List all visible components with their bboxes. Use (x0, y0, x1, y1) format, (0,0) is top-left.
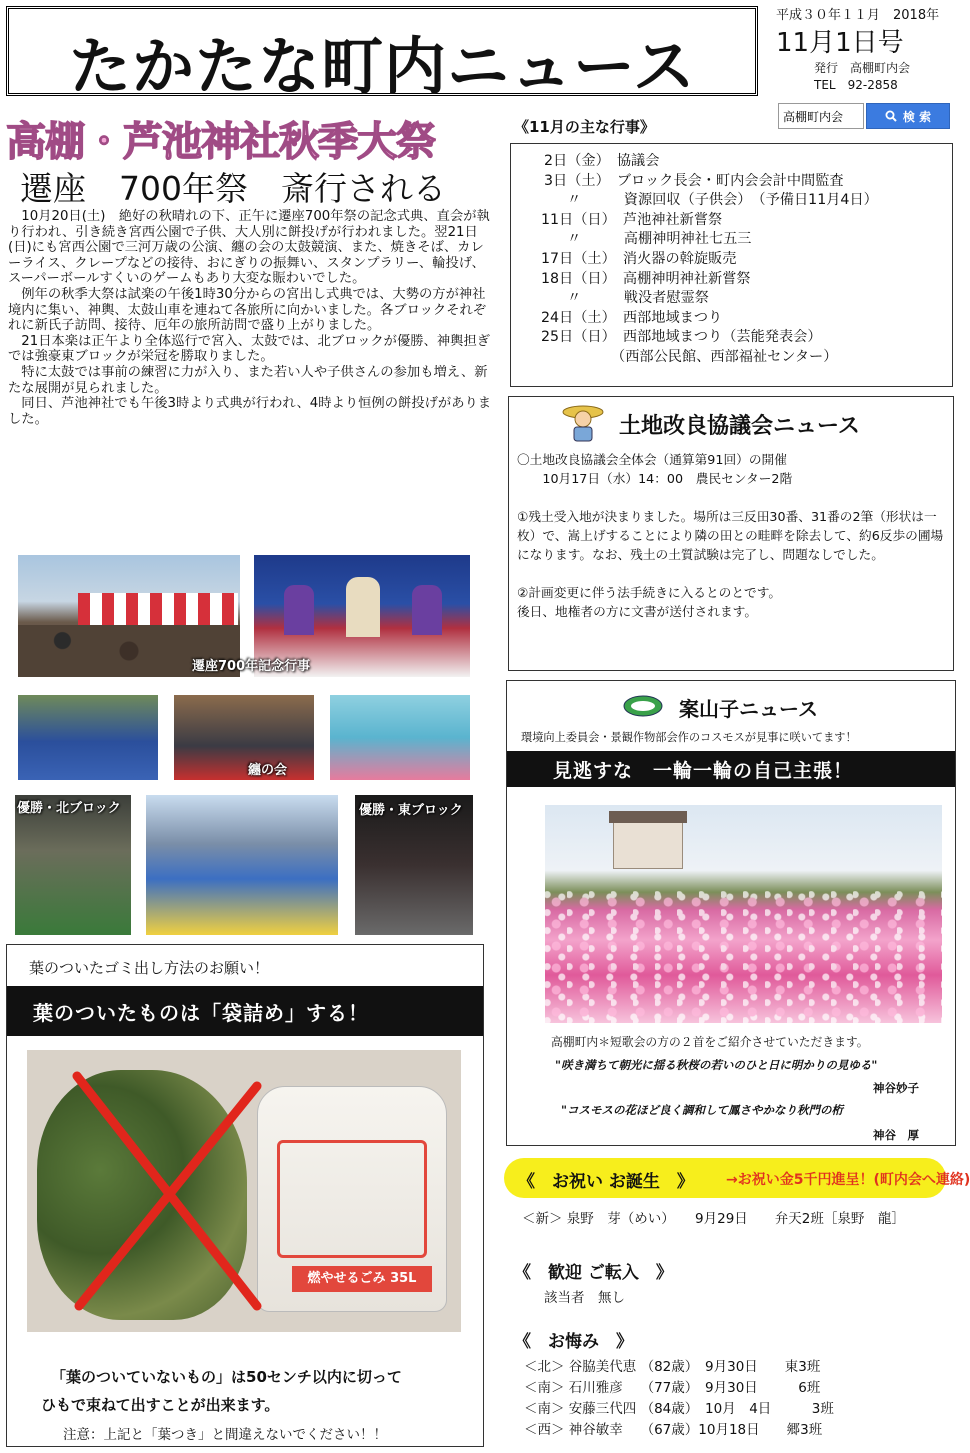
event-item: （西部公民館、西部福祉センター） (611, 348, 838, 365)
land-line: 〇土地改良協議会全体会（通算第91回）の開催 (517, 452, 787, 467)
kakashi-banner: 見逃すな 一輪一輪の自己主張！ (507, 751, 955, 787)
event-item: 2日（金） 協議会 (544, 153, 660, 169)
festival-paragraph: 10月20日(土) 絶好の秋晴れの下、正午に遷座700年祭の記念式典、直会が執り行われ、引き続き宮西公園で子供、大人別に餅投げが行われました。翌21日(日)にも宮西公園で三河万歳の公演、纏の会の太鼓競演、また、焼きそば、カレーライス、クレープなどの接待、おにぎりの振舞い、スタンプラリー、輪投げ、スーパーボールすくいのゲームもあり大変な賑わいでした。 (8, 209, 490, 287)
ceremony-photo (192, 555, 470, 677)
issue-date: 11月1日号 (776, 28, 904, 58)
event-item: 〃 戦没者慰霊祭 (567, 290, 709, 307)
search-bar (778, 103, 950, 129)
masthead-box (6, 6, 758, 103)
cross-out-icon (67, 1066, 267, 1316)
birth-banner (504, 1158, 970, 1198)
garbage-line-2: ひもで束ねて出すことが出来ます。 (41, 1396, 280, 1414)
condolence-entry: ＜南＞ 石川雅彦 （77歳） 9月30日 6班 (524, 1380, 821, 1396)
farmer-mascot-icon (561, 403, 605, 443)
photo-caption-matoi: 纏の会 (248, 763, 288, 778)
birth-note: →お祝い金5千円進呈！(町内会へ連絡) (726, 1172, 970, 1188)
land-line: 10月17日（水）14：00 農民センター2階 (517, 471, 793, 486)
poet-1: 神谷妙子 (873, 1081, 919, 1095)
event-item: 〃 資源回収（子供会） （予備日11月4日） (567, 192, 878, 209)
garbage-notice-box (6, 944, 484, 1447)
poet-2: 神谷 厚 (873, 1128, 919, 1142)
matoi-photo (174, 695, 314, 780)
east-block-photo (355, 795, 473, 935)
bag-label: 燃やせるごみ 35L (292, 1266, 432, 1292)
welcome-title: 《 歓迎 ご転入 》 (514, 1263, 673, 1283)
birth-entry: ＜新＞ 泉野 芽（めい） 9月29日 弁天2班［泉野 龍］ (522, 1211, 905, 1227)
game-photo (330, 695, 470, 780)
festival-article-body (8, 209, 492, 427)
event-item: 11日（日） 芦池神社新嘗祭 (541, 211, 723, 228)
event-item: 25日（日） 西部地域まつり（芸能発表会） (541, 329, 822, 346)
land-line: 後日、地権者の方に文書が送付されます。 (517, 604, 758, 619)
issue-meta (776, 4, 958, 93)
garbage-top-line: 葉のついたゴミ出し方法のお願い！ (29, 959, 270, 977)
crowd-parade-photo (146, 795, 338, 935)
birth-title: 《 お祝い お誕生 》 (518, 1172, 694, 1192)
event-item: 17日（土） 消火器の斡旋販売 (541, 250, 737, 267)
telephone: TEL 92-2858 (814, 78, 898, 92)
kakashi-intro: 高棚町内＊短歌会の方の２首をご紹介させていただきます。 (551, 1035, 869, 1049)
garbage-note: 注意：上記と「葉つき」と間違えないでください！！ (63, 1427, 387, 1443)
festival-paragraph: 特に太鼓では事前の練習に力が入り、また若い人や子供さんの参加も増え、新たな展開が見られました。 (8, 364, 488, 396)
festival-paragraph: 同日、芦池神社でも午後3時より式典が行われ、4時より恒例の餅投げがありました。 (8, 396, 492, 427)
newsletter-title: たかたな町内ニュース (69, 30, 696, 103)
photo-caption-north: 優勝・北ブロック (17, 801, 121, 816)
events-box (510, 143, 953, 387)
cosmos-field-photo (545, 805, 942, 1023)
picnic-photo (18, 695, 158, 780)
condolence-title: 《 お悔み 》 (514, 1332, 633, 1352)
land-title: 土地改良協議会ニュース (619, 414, 860, 439)
festival-paragraph: 例年の秋季大祭は試楽の午後1時30分からの宮出し式典では、大勢の方が神社境内に集い、神輿、太鼓山車を連ねて各旅所に向かいました。各ブロックそれぞれに新氏子訪問、接待、厄年の旅所訪問で盛り上がりました。 (8, 286, 487, 334)
garbage-photo (27, 1050, 461, 1332)
search-button[interactable] (866, 103, 950, 129)
land-line: ①残土受入地が決まりました。場所は三反田30番、31番の2筆（形状は一枚）で、嵩上げすることにより隣の田との畦畔を除去して、約6反歩の圃場になります。なお、残土の土質試験は完了し、問題なしでした。 (517, 509, 944, 562)
garbage-line-1: 「葉のついていないもの」は50センチ以内に切って (51, 1368, 402, 1386)
kakashi-lead: 環境向上委員会・景観作物部会作のコスモスが見事に咲いてます！ (521, 731, 857, 744)
photo-caption-east: 優勝・東ブロック (359, 803, 463, 818)
search-input[interactable] (778, 103, 864, 129)
land-improvement-box (508, 396, 954, 671)
search-icon (885, 110, 897, 122)
condolence-entry: ＜西＞ 神谷敏幸 （67歳）10月18日 郷3班 (524, 1422, 823, 1438)
kakashi-box (506, 680, 956, 1146)
kakashi-title: 案山子ニュース (679, 697, 818, 721)
condolence-entry: ＜北＞ 谷脇美代恵 （82歳） 9月30日 東3班 (524, 1359, 821, 1375)
event-item: 18日（日） 高棚神明神社新嘗祭 (541, 270, 751, 287)
festival-paragraph: 21日本楽は正午より全体巡行で宮入、太鼓では、北ブロックが優勝、神輿担ぎでは強豪東ブロックが栄冠を勝取りました。 (8, 333, 491, 365)
festival-subheadline: 遷座 700年祭 斎行される (20, 169, 446, 208)
land-body (517, 450, 947, 621)
event-item: 3日（土） ブロック長会・町内会会計中間監査 (544, 172, 844, 189)
events-title: 《11月の主な行事》 (514, 118, 655, 136)
tanka-2: "コスモスの花ほど良く調和して鳳さやかなり秋門の桁 (561, 1103, 843, 1117)
land-line: ②計画変更に伴う法手続きに入るとのとです。 (517, 585, 782, 600)
welcome-entry: 該当者 無し (544, 1290, 625, 1306)
tanka-1: "咲き満ちて朝光に揺る秋桜の若いのひと日に明かりの見ゆる" (555, 1058, 878, 1072)
north-block-photo (15, 795, 131, 935)
event-item: 〃 高棚神明神社七五三 (567, 231, 752, 248)
issue-era: 平成３０年１１月 2018年 (776, 8, 940, 23)
photo-caption-ceremony: 遷座700年記念行事 (192, 659, 311, 674)
kakashi-logo-icon (623, 695, 663, 717)
condolence-entry: ＜南＞ 安藤三代四 （84歳） 10月 4日 3班 (524, 1401, 834, 1417)
search-button-label: 検 索 (902, 109, 932, 124)
festival-headline: 高棚・芦池神社秋季大祭 (6, 119, 435, 165)
publisher: 発行 高棚町内会 (814, 61, 911, 75)
event-item: 24日（土） 西部地域まつり (541, 309, 723, 326)
garbage-banner: 葉のついたものは「袋詰め」する！ (7, 986, 483, 1036)
